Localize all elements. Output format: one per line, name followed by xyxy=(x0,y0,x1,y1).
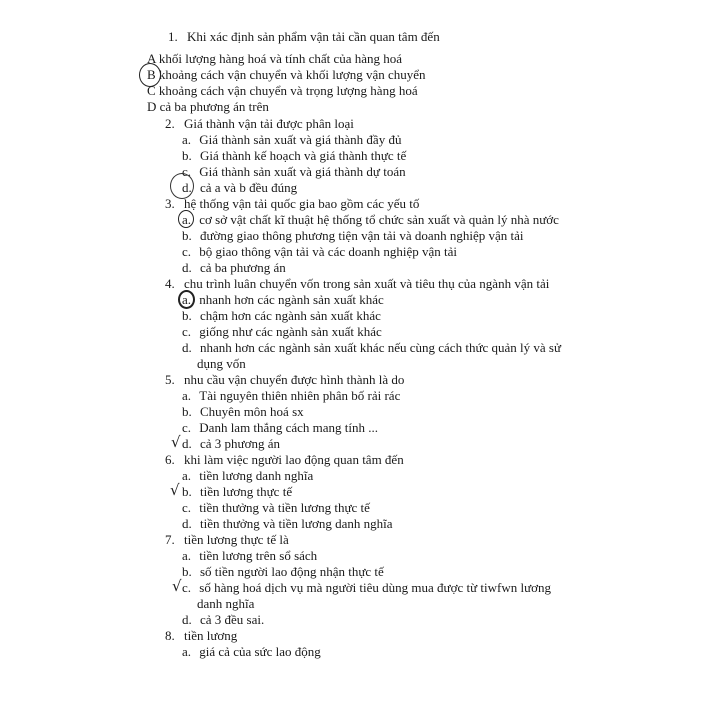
option-text: Danh lam thắng cách mang tính ... xyxy=(199,420,378,435)
option-text: Tài nguyên thiên nhiên phân bố rải rác xyxy=(199,388,401,403)
option-1-c xyxy=(147,83,418,99)
option-letter: c. xyxy=(182,500,192,515)
option-1-b xyxy=(147,67,426,83)
option-text: giá cả của sức lao động xyxy=(199,644,321,659)
option-text: Chuyên môn hoá sx xyxy=(200,404,304,419)
option-letter: c. xyxy=(182,420,192,435)
option-text: Giá thành kế hoạch và giá thành thực tế xyxy=(200,148,407,163)
option-letter: a. xyxy=(182,292,192,307)
question-text: nhu cầu vận chuyển được hình thành là do xyxy=(184,372,405,387)
option-letter: b. xyxy=(182,308,192,323)
option-7-a xyxy=(182,548,317,564)
option-4-c xyxy=(182,324,382,340)
question-number: 6. xyxy=(165,452,175,467)
check-mark-icon: √ xyxy=(170,481,180,499)
option-2-a xyxy=(182,132,401,148)
option-text: cả ba phương án trên xyxy=(159,99,269,114)
option-letter: a. xyxy=(182,644,192,659)
option-3-a xyxy=(182,212,559,228)
option-letter: b. xyxy=(182,228,192,243)
option-text: tiền lương trên sổ sách xyxy=(199,548,318,563)
option-2-c xyxy=(182,164,406,180)
question-8-title xyxy=(165,628,237,644)
option-text: chậm hơn các ngành sản xuất khác xyxy=(200,308,381,323)
option-text: khoảng cách vận chuyển và trọng lượng hàng hoá xyxy=(158,83,418,98)
option-letter: d. xyxy=(182,612,192,627)
option-1-d xyxy=(147,99,269,115)
option-text: nhanh hơn các ngành sản xuất khác nếu cùng cách thức quản lý và sử xyxy=(200,340,562,355)
option-text: tiền thưởng và tiền lương thực tế xyxy=(199,500,370,515)
option-7-c xyxy=(182,580,551,596)
option-6-a xyxy=(182,468,313,484)
option-text: nhanh hơn các ngành sản xuất khác xyxy=(199,292,384,307)
option-1-a xyxy=(147,51,402,67)
question-6-title xyxy=(165,452,404,468)
option-5-b xyxy=(182,404,304,420)
question-text: chu trình luân chuyển vốn trong sản xuất và tiêu thụ của ngành vận tải xyxy=(184,276,550,291)
option-4-d xyxy=(182,340,561,356)
option-text: khoảng cách vận chuyển và khối lượng vận chuyển xyxy=(158,67,426,82)
question-text: hệ thống vận tải quốc gia bao gồm các yếu tố xyxy=(184,196,420,211)
option-text: đường giao thông phương tiện vận tải và doanh nghiệp vận tải xyxy=(200,228,524,243)
question-1-title xyxy=(168,29,440,45)
question-number: 4. xyxy=(165,276,175,291)
option-text: bộ giao thông vận tải và các doanh nghiệp vận tải xyxy=(199,244,458,259)
question-7-title xyxy=(165,532,289,548)
question-text: Khi xác định sản phẩm vận tải cần quan tâm đến xyxy=(187,29,440,44)
option-letter: b. xyxy=(182,484,192,499)
option-2-d xyxy=(182,180,297,196)
question-2-title xyxy=(165,116,354,132)
option-text: tiền lương danh nghĩa xyxy=(199,468,314,483)
option-5-d xyxy=(182,436,280,452)
option-7-b xyxy=(182,564,384,580)
option-text: Giá thành sản xuất và giá thành dự toán xyxy=(199,164,406,179)
question-text: Giá thành vận tải được phân loại xyxy=(184,116,354,131)
question-number: 2. xyxy=(165,116,175,131)
question-number: 8. xyxy=(165,628,175,643)
option-3-c xyxy=(182,244,457,260)
option-letter: d. xyxy=(182,180,192,195)
option-letter: b. xyxy=(182,404,192,419)
question-text: khi làm việc người lao động quan tâm đến xyxy=(184,452,404,467)
option-letter: a. xyxy=(182,548,192,563)
option-letter: c. xyxy=(182,164,192,179)
option-letter: c. xyxy=(182,324,192,339)
option-text: cả 3 phương án xyxy=(200,436,280,451)
check-mark-icon: √ xyxy=(171,433,181,451)
option-letter: C xyxy=(147,83,156,98)
option-letter: a. xyxy=(182,388,192,403)
option-3-d xyxy=(182,260,286,276)
option-letter: c. xyxy=(182,244,192,259)
option-4-d-continued xyxy=(197,356,246,372)
option-letter: b. xyxy=(182,564,192,579)
option-text: khối lượng hàng hoá và tính chất của hàng hoá xyxy=(158,51,403,66)
option-letter: A xyxy=(147,51,156,66)
question-number: 7. xyxy=(165,532,175,547)
option-letter: b. xyxy=(182,148,192,163)
option-letter: d. xyxy=(182,436,192,451)
question-text: tiền lương thực tế là xyxy=(184,532,289,547)
option-text: số hàng hoá dịch vụ mà người tiêu dùng mua được từ tiwfwn lương xyxy=(199,580,552,595)
option-5-a xyxy=(182,388,400,404)
question-3-title xyxy=(165,196,419,212)
option-text: cả ba phương án xyxy=(200,260,286,275)
option-6-d xyxy=(182,516,392,532)
option-6-c xyxy=(182,500,370,516)
option-text: dụng vốn xyxy=(197,356,246,371)
option-letter: d. xyxy=(182,340,192,355)
option-3-b xyxy=(182,228,524,244)
option-letter: c. xyxy=(182,580,192,595)
option-text: danh nghĩa xyxy=(197,596,255,611)
option-4-b xyxy=(182,308,381,324)
option-7-c-continued xyxy=(197,596,254,612)
check-mark-icon: √ xyxy=(172,577,182,595)
option-letter: a. xyxy=(182,132,192,147)
option-4-a xyxy=(182,292,384,308)
question-number: 1. xyxy=(168,29,178,44)
option-text: cả 3 đều sai. xyxy=(200,612,265,627)
option-text: tiền lương thực tế xyxy=(200,484,293,499)
option-5-c xyxy=(182,420,378,436)
option-text: cơ sở vật chất kĩ thuật hệ thống tổ chức sản xuất và quản lý nhà nước xyxy=(199,212,559,227)
question-5-title xyxy=(165,372,404,388)
option-text: giống như các ngành sản xuất khác xyxy=(199,324,382,339)
option-letter: a. xyxy=(182,468,192,483)
question-number: 3. xyxy=(165,196,175,211)
option-text: Giá thành sản xuất và giá thành đầy đủ xyxy=(199,132,402,147)
question-number: 5. xyxy=(165,372,175,387)
option-letter: D xyxy=(147,99,157,114)
option-letter: d. xyxy=(182,260,192,275)
option-2-b xyxy=(182,148,406,164)
option-letter: B xyxy=(147,67,156,82)
option-text: cả a và b đều đúng xyxy=(200,180,298,195)
option-8-a xyxy=(182,644,321,660)
option-7-d xyxy=(182,612,264,628)
option-text: tiền thưởng và tiền lương danh nghĩa xyxy=(200,516,393,531)
option-letter: d. xyxy=(182,516,192,531)
option-letter: a. xyxy=(182,212,192,227)
question-4-title xyxy=(165,276,549,292)
option-text: số tiền người lao động nhận thực tế xyxy=(200,564,384,579)
option-6-b xyxy=(182,484,292,500)
question-text: tiền lương xyxy=(184,628,238,643)
